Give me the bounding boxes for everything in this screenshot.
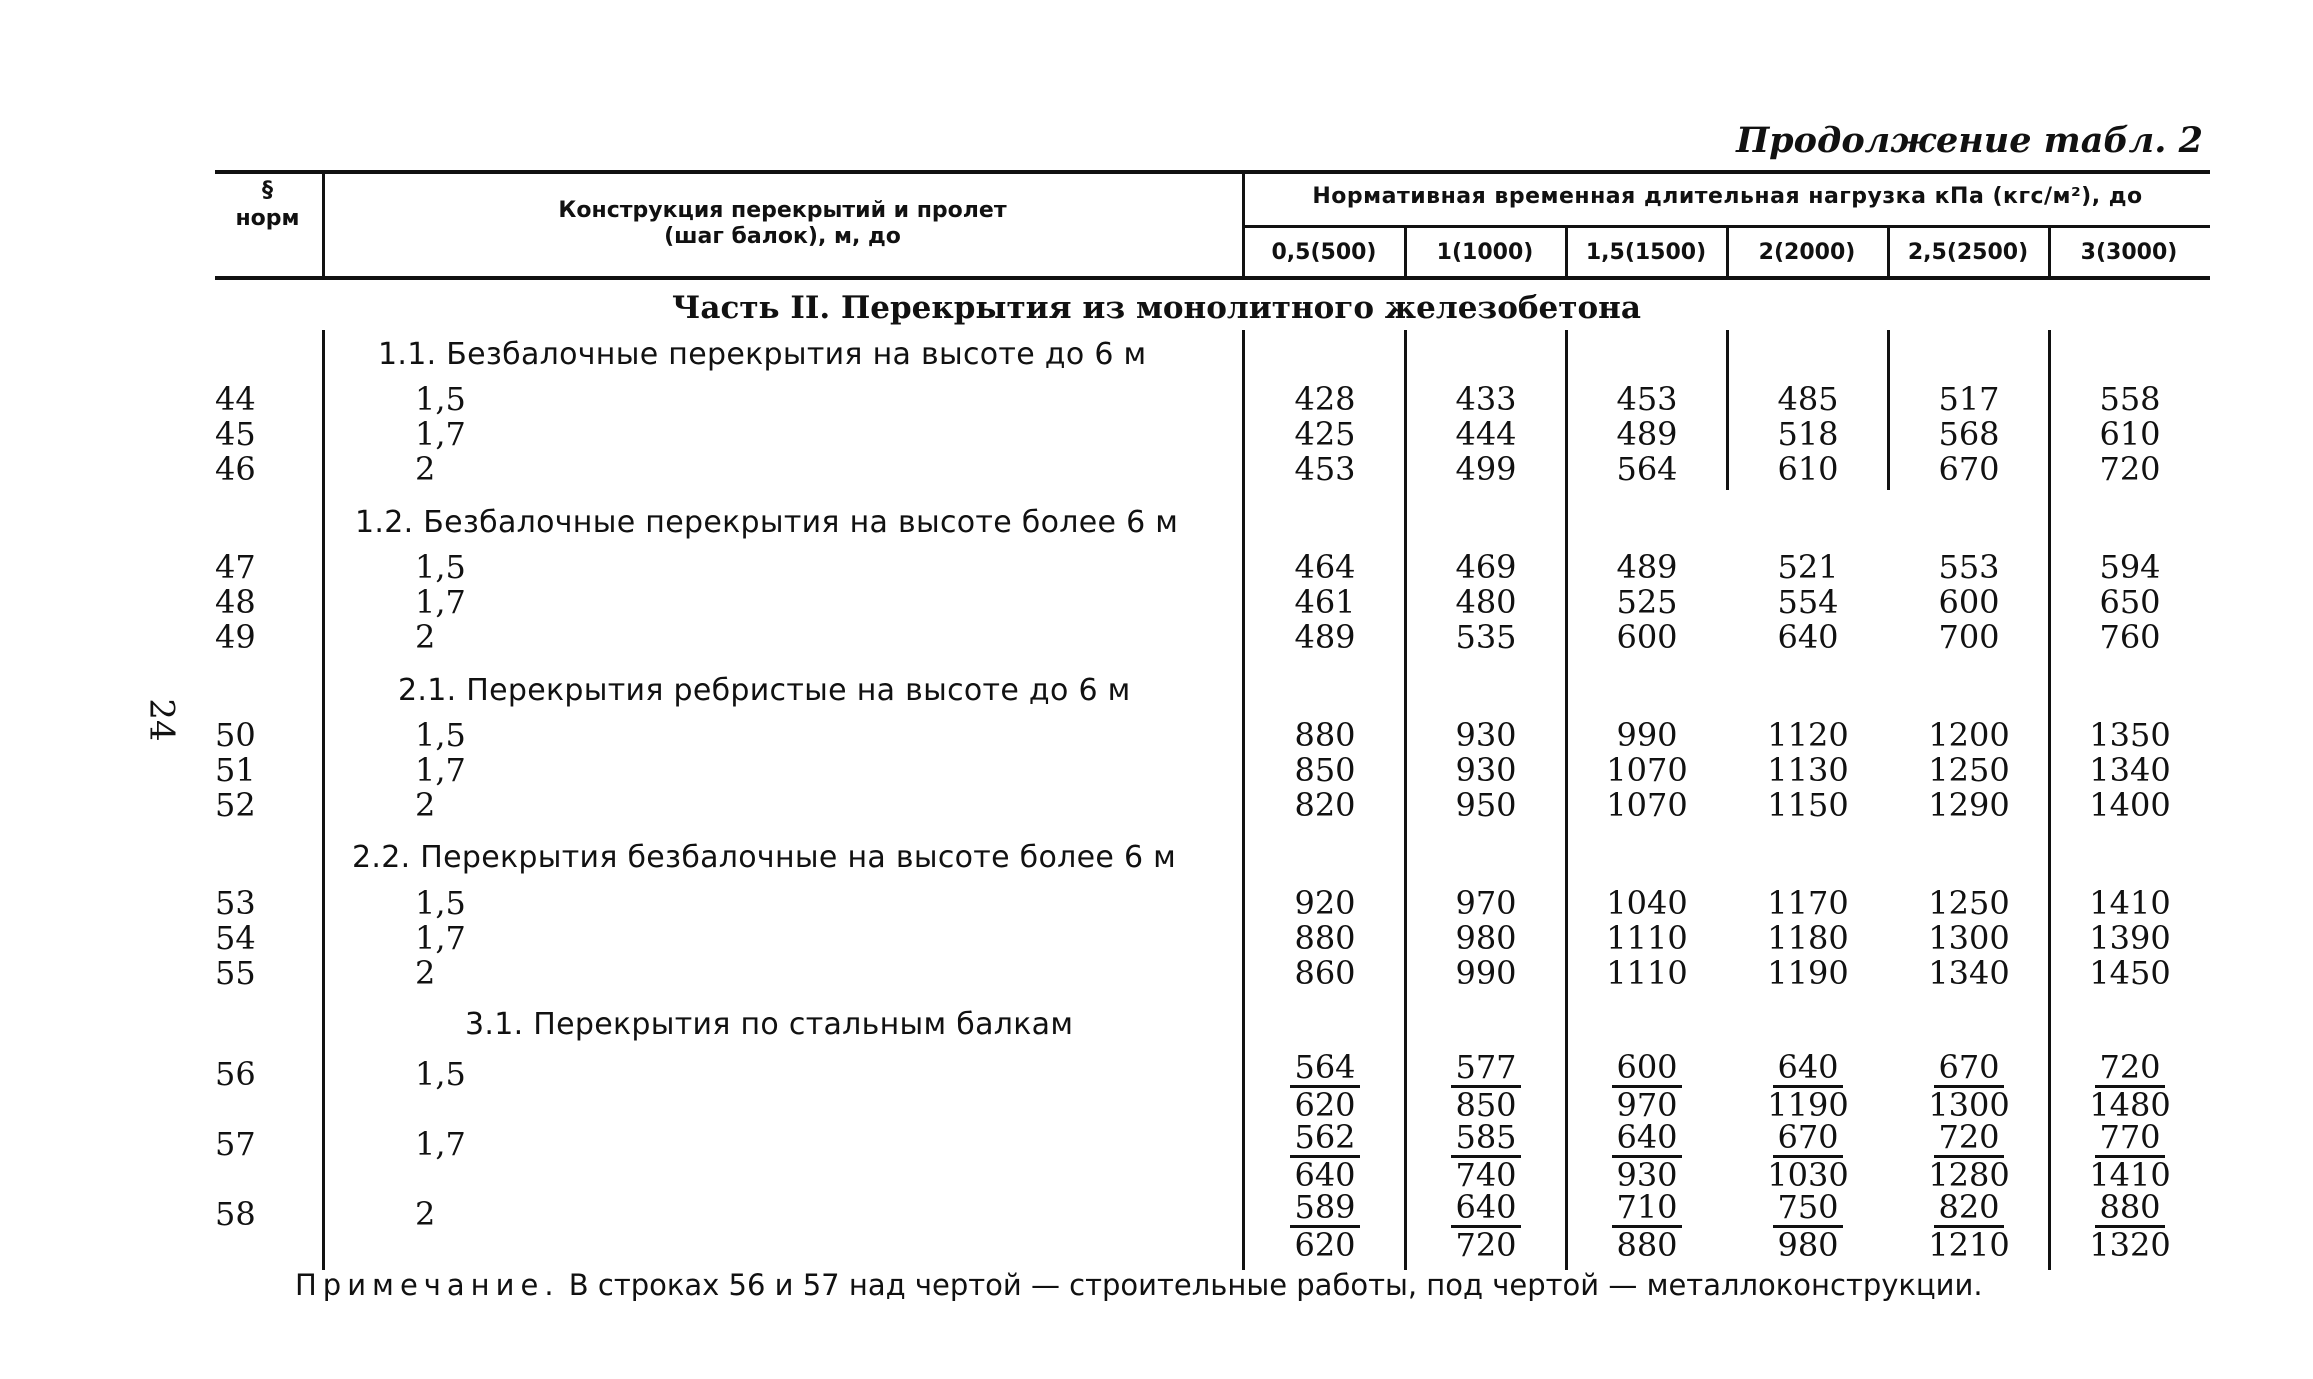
fraction-top-value: 640 [1773,1050,1842,1088]
fraction-top-value: 670 [1934,1050,2003,1088]
group-title: 1.1. Безбалочные перекрытия на высоте до 6 м [378,337,1147,372]
table-continuation-caption: Продолжение табл. 2 [1736,120,2203,161]
fraction-bottom-value: 720 [1455,1226,1517,1264]
load-value-cell: 480 [1455,583,1517,621]
header-construction-line1: Конструкция перекрытий и пролет [558,198,1007,223]
fraction-bottom-value: 880 [1616,1226,1678,1264]
load-column-header: 1,5(1500) [1585,240,1707,265]
load-value-cell: 640 [1777,618,1839,656]
row-norm-number: 48 [215,583,256,621]
load-value-cell: 920 [1294,884,1356,922]
load-value-cell: 820 [1294,786,1356,824]
load-value-cell: 950 [1455,786,1517,824]
load-column-header: 3(3000) [2080,240,2178,265]
load-value-cell: 464 [1294,548,1356,586]
load-value-cell: 1290 [1928,786,2010,824]
fraction-top-value: 589 [1290,1190,1359,1228]
fraction-cell [2050,1120,2210,1193]
load-value-cell: 1390 [2089,919,2171,957]
row-span-value: 1,7 [415,1125,466,1163]
row-norm-number: 55 [215,954,256,992]
fraction-cell [1567,1120,1727,1193]
load-value-cell: 1070 [1606,751,1688,789]
fraction-top-value: 585 [1451,1120,1520,1158]
load-value-cell: 970 [1455,884,1517,922]
group-title: 2.1. Перекрытия ребристые на высоте до 6 м [398,673,1131,708]
header-norm-label: норм [235,206,300,231]
group-title: 3.1. Перекрытия по стальным балкам [465,1007,1074,1042]
load-value-cell: 990 [1455,954,1517,992]
load-value-cell: 720 [2099,450,2161,488]
row-span-value: 1,5 [415,884,466,922]
fraction-bottom-value: 930 [1616,1156,1678,1194]
load-value-cell: 518 [1777,415,1839,453]
load-value-cell: 425 [1294,415,1356,453]
load-value-cell: 980 [1455,919,1517,957]
row-span-value: 2 [415,450,436,488]
row-span-value: 1,5 [415,380,466,418]
fraction-bottom-value: 1190 [1767,1086,1849,1124]
row-span-value: 1,5 [415,548,466,586]
fraction-bottom-value: 970 [1616,1086,1678,1124]
fraction-top-value: 564 [1290,1050,1359,1088]
fraction-bottom-value: 1210 [1928,1226,2010,1264]
row-norm-number: 45 [215,415,256,453]
load-value-cell: 433 [1455,380,1517,418]
load-value-cell: 453 [1616,380,1678,418]
row-norm-number: 58 [215,1195,256,1233]
fraction-cell [1567,1190,1727,1263]
load-value-cell: 760 [2099,618,2161,656]
load-value-cell: 461 [1294,583,1356,621]
load-column-header: 1(1000) [1436,240,1534,265]
load-value-cell: 564 [1616,450,1678,488]
header-load-group: Нормативная временная длительная нагрузка кПа (кгс/м²), до [1312,184,2143,209]
load-column-header: 0,5(500) [1271,240,1377,265]
load-value-cell: 517 [1938,380,2000,418]
load-value-cell: 700 [1938,618,2000,656]
row-span-value: 1,7 [415,583,466,621]
fraction-top-value: 770 [2095,1120,2164,1158]
load-value-cell: 568 [1938,415,2000,453]
load-value-cell: 558 [2099,380,2161,418]
fraction-cell [2050,1050,2210,1123]
row-norm-number: 52 [215,786,256,824]
table-top-rule [215,170,2210,174]
fraction-top-value: 710 [1612,1190,1681,1228]
load-value-cell: 1400 [2089,786,2171,824]
load-value-cell: 600 [1938,583,2000,621]
fraction-top-value: 750 [1773,1190,1842,1228]
fraction-top-value: 720 [2095,1050,2164,1088]
header-bottom-rule [215,276,2210,280]
fraction-cell [1889,1120,2049,1193]
row-span-value: 2 [415,1195,436,1233]
fraction-bottom-value: 1030 [1767,1156,1849,1194]
load-value-cell: 1150 [1767,786,1849,824]
fraction-cell [1728,1050,1888,1123]
fraction-bottom-value: 1480 [2089,1086,2171,1124]
load-value-cell: 489 [1616,415,1678,453]
fraction-top-value: 577 [1451,1050,1520,1088]
fraction-cell [1245,1120,1405,1193]
load-value-cell: 1350 [2089,716,2171,754]
row-norm-number: 49 [215,618,256,656]
fraction-bottom-value: 1320 [2089,1226,2171,1264]
fraction-top-value: 600 [1612,1050,1681,1088]
row-span-value: 1,5 [415,1055,466,1093]
fraction-cell [1406,1190,1566,1263]
load-value-cell: 860 [1294,954,1356,992]
header-norm-symbol: § [262,178,273,203]
fraction-bottom-value: 1410 [2089,1156,2171,1194]
row-norm-number: 47 [215,548,256,586]
load-value-cell: 1070 [1606,786,1688,824]
fraction-cell [1889,1190,2049,1263]
group-title: 2.2. Перекрытия безбалочные на высоте более 6 м [352,840,1177,875]
fraction-top-value: 670 [1773,1120,1842,1158]
body-divider-norm [322,330,325,1270]
load-value-cell: 1040 [1606,884,1688,922]
load-value-cell: 444 [1455,415,1517,453]
fraction-bottom-value: 850 [1455,1086,1517,1124]
fraction-top-value: 640 [1612,1120,1681,1158]
load-value-cell: 1450 [2089,954,2171,992]
fraction-cell [1728,1190,1888,1263]
group-title: 1.2. Безбалочные перекрытия на высоте более 6 м [355,505,1179,540]
load-value-cell: 1250 [1928,884,2010,922]
fraction-bottom-value: 620 [1294,1226,1356,1264]
load-value-cell: 1180 [1767,919,1849,957]
load-value-cell: 1340 [1928,954,2010,992]
fraction-top-value: 820 [1934,1190,2003,1228]
load-value-cell: 850 [1294,751,1356,789]
load-value-cell: 670 [1938,450,2000,488]
load-value-cell: 525 [1616,583,1678,621]
load-value-cell: 650 [2099,583,2161,621]
load-value-cell: 1250 [1928,751,2010,789]
load-value-cell: 1110 [1606,919,1688,957]
load-value-cell: 1190 [1767,954,1849,992]
fraction-cell [1889,1050,2049,1123]
load-value-cell: 610 [2099,415,2161,453]
load-value-cell: 1170 [1767,884,1849,922]
note-label: Примечание. [295,1268,560,1302]
load-value-cell: 554 [1777,583,1839,621]
load-value-cell: 1130 [1767,751,1849,789]
row-norm-number: 44 [215,380,256,418]
load-value-cell: 489 [1294,618,1356,656]
load-value-cell: 1410 [2089,884,2171,922]
fraction-top-value: 640 [1451,1190,1520,1228]
row-norm-number: 56 [215,1055,256,1093]
load-value-cell: 1120 [1767,716,1849,754]
row-span-value: 1,5 [415,716,466,754]
load-value-cell: 594 [2099,548,2161,586]
fraction-cell [1728,1120,1888,1193]
load-value-cell: 990 [1616,716,1678,754]
row-norm-number: 53 [215,884,256,922]
load-value-cell: 499 [1455,450,1517,488]
row-span-value: 2 [415,786,436,824]
load-column-header: 2(2000) [1758,240,1856,265]
fraction-cell [1245,1050,1405,1123]
load-value-cell: 489 [1616,548,1678,586]
load-value-cell: 610 [1777,450,1839,488]
row-span-value: 1,7 [415,415,466,453]
header-construction-line2: (шаг балок), м, до [664,224,901,249]
load-value-cell: 880 [1294,919,1356,957]
note-text: В строках 56 и 57 над чертой — строительные работы, под чертой — металлоконструкции. [568,1268,1983,1302]
page-number: 24 [141,698,182,742]
row-span-value: 2 [415,618,436,656]
fraction-cell [1406,1050,1566,1123]
load-value-cell: 1110 [1606,954,1688,992]
fraction-cell [1567,1050,1727,1123]
row-norm-number: 57 [215,1125,256,1163]
row-norm-number: 54 [215,919,256,957]
fraction-bottom-value: 1280 [1928,1156,2010,1194]
row-norm-number: 46 [215,450,256,488]
load-value-cell: 930 [1455,716,1517,754]
table-note [295,1268,1983,1302]
load-value-cell: 521 [1777,548,1839,586]
load-value-cell: 1340 [2089,751,2171,789]
load-value-cell: 930 [1455,751,1517,789]
load-value-cell: 453 [1294,450,1356,488]
fraction-cell [2050,1190,2210,1263]
fraction-bottom-value: 980 [1777,1226,1839,1264]
load-value-cell: 535 [1455,618,1517,656]
load-value-cell: 553 [1938,548,2000,586]
row-norm-number: 50 [215,716,256,754]
fraction-cell [1245,1190,1405,1263]
fraction-top-value: 720 [1934,1120,2003,1158]
fraction-bottom-value: 1300 [1928,1086,2010,1124]
load-value-cell: 469 [1455,548,1517,586]
fraction-cell [1406,1120,1566,1193]
load-value-cell: 1300 [1928,919,2010,957]
load-value-cell: 880 [1294,716,1356,754]
part-title: Часть II. Перекрытия из монолитного железобетона [672,290,1641,326]
load-value-cell: 1200 [1928,716,2010,754]
load-value-cell: 485 [1777,380,1839,418]
row-span-value: 1,7 [415,919,466,957]
fraction-top-value: 880 [2095,1190,2164,1228]
fraction-bottom-value: 740 [1455,1156,1517,1194]
row-span-value: 1,7 [415,751,466,789]
load-value-cell: 600 [1616,618,1678,656]
load-column-header: 2,5(2500) [1907,240,2029,265]
row-span-value: 2 [415,954,436,992]
fraction-top-value: 562 [1290,1120,1359,1158]
fraction-bottom-value: 620 [1294,1086,1356,1124]
load-value-cell: 428 [1294,380,1356,418]
row-norm-number: 51 [215,751,256,789]
fraction-bottom-value: 640 [1294,1156,1356,1194]
